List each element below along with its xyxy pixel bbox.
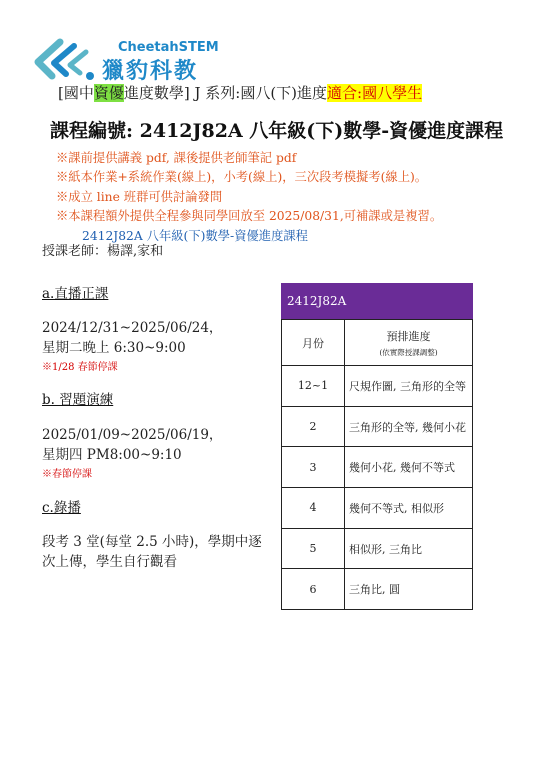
section-c-heading: c.錄播: [42, 500, 81, 516]
section-b-note: ※春節停課: [42, 469, 92, 480]
section-b-dates: 2025/01/09~2025/06/19，: [42, 427, 223, 443]
schedule-month: 5: [282, 528, 345, 569]
note-item: ※成立 line 班群可供討論發問: [56, 189, 223, 204]
series-header-part2: 進度數學] J 系列:國八(下)進度: [123, 84, 328, 102]
month-column-header: 月份: [282, 320, 345, 366]
note-item: ※課前提供講義 pdf, 課後提供老師筆記 pdf: [56, 151, 297, 165]
plan-column-header: [345, 320, 473, 366]
schedule-header-row: [282, 320, 473, 366]
section-a-heading: a.直播正課: [42, 286, 109, 302]
section-b-heading: b. 習題演練: [42, 392, 114, 408]
schedule-topic: 幾何小花, 幾何不等式: [345, 447, 473, 488]
course-notes: [56, 149, 442, 246]
schedule-table: [281, 319, 473, 610]
section-a-note: ※1/28 春節停課: [42, 362, 118, 373]
schedule-month: 6: [282, 569, 345, 610]
gifted-highlight: 資優: [93, 84, 124, 102]
schedule-month: 12~1: [282, 366, 345, 407]
schedule-topic: 三角比, 圓: [345, 569, 473, 610]
schedule-row: [282, 569, 473, 610]
target-students-highlight: 適合:國八學生: [327, 84, 423, 102]
schedule-row: [282, 366, 473, 407]
note-item: ※本課程額外提供全程參與同學回放至 2025/08/31,可補課或是複習。: [56, 209, 443, 224]
section-b-time: 星期四 PM8:00~9:10: [42, 447, 182, 463]
section-a-dates: 2024/12/31~2025/06/24，: [42, 320, 223, 336]
note-item: ※紙本作業+系統作業(線上)，小考(線上)，三次段考模擬考(線上)。: [56, 170, 428, 185]
section-a-time: 星期二晚上 6:30~9:00: [42, 340, 186, 356]
schedule-topic: 幾何不等式, 相似形: [345, 488, 473, 529]
schedule-month: 2: [282, 406, 345, 447]
plan-column-label: 預排進度: [386, 329, 431, 343]
schedule-row: [282, 447, 473, 488]
note-course-name: 2412J82A 八年級(下)數學-資優進度課程: [82, 228, 308, 243]
schedule-row: [282, 528, 473, 569]
schedule-row: [282, 406, 473, 447]
schedule-topic: 尺規作圖, 三角形的全等: [345, 366, 473, 407]
section-c-line2: 次上傳，學生自行觀看: [42, 554, 177, 570]
schedule-month: 4: [282, 488, 345, 529]
cheetah-logo-icon: [30, 36, 100, 88]
schedule-topic: 相似形, 三角比: [345, 528, 473, 569]
schedule-topic: 三角形的全等, 幾何小花: [345, 406, 473, 447]
plan-column-sublabel: (依實際授課調整): [379, 347, 438, 357]
brand-name-zh: 獵豹科教: [102, 59, 199, 84]
series-header-part1: [國中: [58, 84, 94, 102]
schedule-row: [282, 488, 473, 529]
brand-name-en: CheetahSTEM: [118, 40, 219, 55]
schedule-month: 3: [282, 447, 345, 488]
teacher-line: 授課老師：楊譯,家和: [42, 244, 164, 259]
series-header: [58, 82, 422, 103]
schedule-table-title: 2412J82A: [281, 283, 473, 319]
course-title: 課程編號: 2412J82A 八年級(下)數學-資優進度課程: [50, 120, 504, 142]
section-c-line1: 段考 3 堂(每堂 2.5 小時)，學期中逐: [42, 534, 262, 550]
